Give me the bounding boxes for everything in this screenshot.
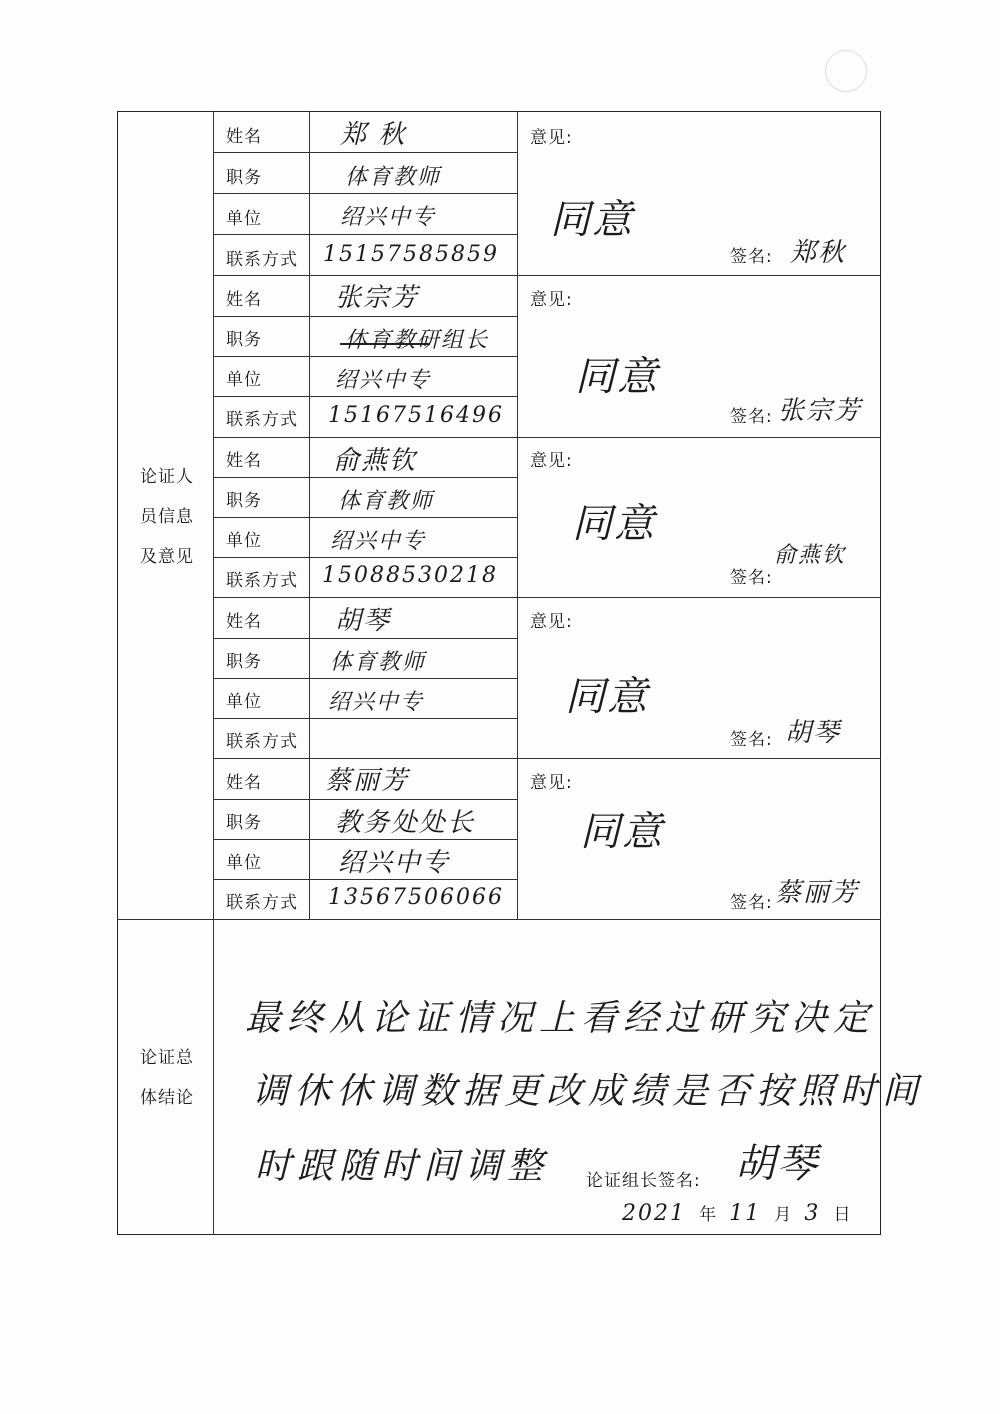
member-2-signature: 张宗芳: [778, 396, 863, 426]
section-label-conclusion: 论证总 体结论: [140, 1048, 194, 1108]
date-day-char: 日: [833, 1205, 851, 1225]
member-2-position: 体育教研组长: [345, 328, 490, 353]
col-divider-label: [309, 111, 310, 919]
label-signature: 签名:: [730, 893, 773, 913]
member-4-unit: 绍兴中专: [328, 690, 425, 715]
member-5-name: 蔡丽芳: [325, 766, 410, 796]
label-position: 职务: [226, 652, 262, 672]
label-unit: 单位: [226, 531, 262, 551]
member-1-unit: 绍兴中专: [340, 205, 437, 230]
member-2-opinion: 同意: [575, 354, 659, 400]
member-4-name: 胡琴: [335, 606, 392, 636]
label-contact: 联系方式: [226, 571, 298, 591]
label-opinion: 意见:: [530, 128, 573, 148]
label-leader-signature: 论证组长签名:: [586, 1171, 701, 1191]
date-year: 2021: [622, 1201, 686, 1226]
label-name: 姓名: [226, 451, 262, 471]
label-contact: 联系方式: [226, 410, 298, 430]
date-day: 3: [804, 1201, 821, 1226]
col-divider-section: [213, 111, 214, 1235]
label-signature: 签名:: [730, 730, 773, 750]
label-unit: 单位: [226, 209, 262, 229]
label-position: 职务: [226, 168, 262, 188]
member-3-unit: 绍兴中专: [330, 529, 427, 554]
member-3-contact: 15088530218: [322, 563, 498, 588]
block-divider: [213, 758, 881, 759]
label-opinion: 意见:: [530, 290, 573, 310]
label-position: 职务: [226, 491, 262, 511]
label-position: 职务: [226, 330, 262, 350]
block-divider: [213, 597, 881, 598]
member-5-signature: 蔡丽芳: [775, 878, 860, 908]
date-month: 11: [729, 1201, 762, 1226]
member-2-unit: 绍兴中专: [335, 368, 432, 393]
member-5-position: 教务处处长: [335, 808, 476, 838]
label-contact: 联系方式: [226, 250, 298, 270]
label-name: 姓名: [226, 612, 262, 632]
label-unit: 单位: [226, 853, 262, 873]
date-month-char: 月: [774, 1205, 792, 1225]
label-contact: 联系方式: [226, 732, 298, 752]
date-line: [622, 1200, 858, 1226]
label-opinion: 意见:: [530, 451, 573, 471]
label-opinion: 意见:: [530, 612, 573, 632]
member-5-contact: 13567506066: [328, 885, 504, 910]
label-signature: 签名:: [730, 568, 773, 588]
conclusion-line-2: 调休休调数据更改成绩是否按照时间: [252, 1071, 925, 1112]
conclusion-line-3: 时跟随时间调整: [255, 1146, 550, 1187]
date-year-char: 年: [699, 1205, 717, 1225]
member-1-opinion: 同意: [550, 197, 634, 243]
punch-hole-mark: [825, 50, 867, 92]
member-3-opinion: 同意: [572, 501, 656, 547]
leader-signature: 胡琴: [735, 1141, 819, 1187]
member-1-name: 郑 秋: [340, 120, 407, 150]
label-name: 姓名: [226, 773, 262, 793]
label-unit: 单位: [226, 370, 262, 390]
member-3-name: 俞燕钦: [333, 446, 418, 476]
member-3-signature: 俞燕钦: [774, 543, 847, 568]
label-opinion: 意见:: [530, 773, 573, 793]
member-4-opinion: 同意: [565, 674, 649, 720]
block-divider: [213, 437, 881, 438]
col-divider-opinion: [517, 111, 518, 919]
conclusion-line-1: 最终从论证情况上看经过研究决定: [245, 998, 876, 1039]
section-divider: [117, 919, 881, 920]
label-position: 职务: [226, 813, 262, 833]
member-4-position: 体育教师: [330, 650, 427, 675]
member-1-contact: 15157585859: [323, 242, 499, 267]
block-divider: [213, 275, 881, 276]
member-2-contact: 15167516496: [328, 403, 504, 428]
member-3-position: 体育教师: [338, 489, 435, 514]
member-1-position: 体育教师: [345, 165, 442, 190]
member-5-unit: 绍兴中专: [338, 848, 451, 878]
member-2-name: 张宗芳: [335, 283, 420, 313]
label-contact: 联系方式: [226, 893, 298, 913]
member-5-opinion: 同意: [580, 809, 664, 855]
label-signature: 签名:: [730, 247, 773, 267]
label-name: 姓名: [226, 290, 262, 310]
label-signature: 签名:: [730, 407, 773, 427]
member-1-signature: 郑秋: [790, 238, 847, 268]
member-4-signature: 胡琴: [785, 718, 842, 748]
label-name: 姓名: [226, 127, 262, 147]
label-unit: 单位: [226, 692, 262, 712]
section-label-members: 论证人 员信息 及意见: [140, 467, 194, 567]
